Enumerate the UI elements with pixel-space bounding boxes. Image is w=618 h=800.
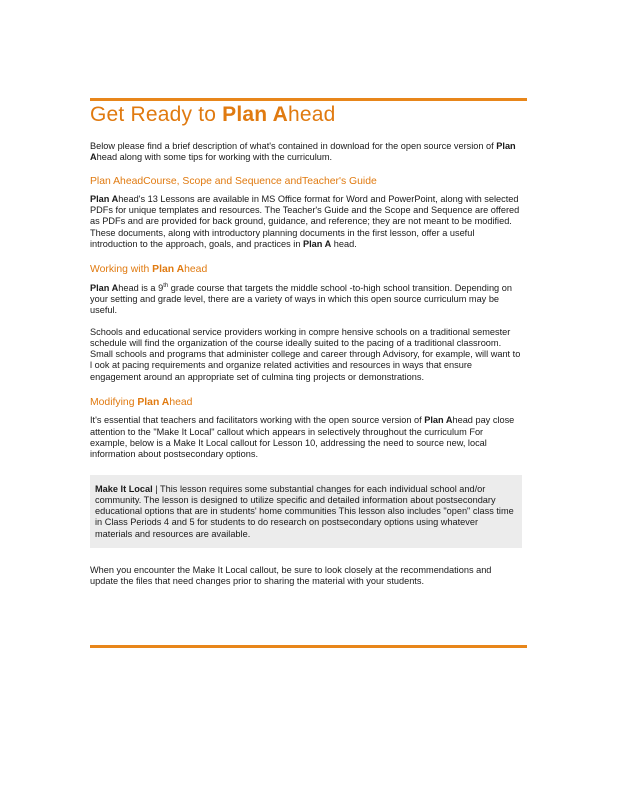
closing-paragraph: When you encounter the Make It Local callout, be sure to look closely at the recommendations and update the files that need changes prior to sharing the material with your students. bbox=[90, 565, 492, 587]
make-it-local-callout bbox=[90, 475, 522, 548]
course-paragraph: Plan Ahead's 13 Lessons are available in MS Office format for Word and PowerPoint, along with selected PDFs for unique templates and resources. The Teacher's Guide and the Scope and Sequence are offered as PDFs and are provided for back ground, guidance, and reference; they are not meant to be modified. These documents, along with introductory planning documents in the first lesson, offer a useful introduction to the approach, goals, and practices in Plan A head. bbox=[90, 193, 520, 250]
callout-text: | This lesson requires some substantial changes for each individual school and/or community. The lesson is designed to utilize specific and detailed information about postsecondary educational options that are in students' home communities This lesson also includes "open" class time in Class Periods 4 and 5 for students to do research on postsecondary options using whatever materials and resources are available. bbox=[95, 483, 514, 539]
document-body bbox=[90, 141, 522, 598]
page-title: Get Ready to Plan Ahead bbox=[90, 103, 336, 126]
working-paragraph-2: Schools and educational service providers working in compre hensive schools on a traditional semester schedule will find the organization of the course ideally suited to the pacing of a traditional classroom. Small schools and programs that administer college and career through Advisory, for example, will want to l ook at pacing requirements and organize related activities and resources in ways that ensure engagement around an appropriate set of culmina ting projects or demonstrations. bbox=[90, 326, 521, 382]
intro-paragraph: Below please find a brief description of what's contained in download for the open source version of Plan Ahead along with some tips for working with the curriculum. bbox=[90, 141, 516, 163]
section-heading-working: Working with Plan Ahead bbox=[90, 264, 208, 276]
callout-lead: Make It Local bbox=[95, 483, 153, 494]
section-heading-course: Plan AheadCourse, Scope and Sequence andTeacher's Guide bbox=[90, 175, 377, 187]
bottom-rule bbox=[90, 645, 527, 648]
section-heading-modifying: Modifying Plan Ahead bbox=[90, 397, 193, 409]
working-paragraph-1: Plan Ahead is a 9th grade course that targets the middle school -to-high school transition. Depending on your setting and grade level, there are a variety of ways in which this open source curriculum may be useful. bbox=[90, 282, 512, 316]
modifying-paragraph: It's essential that teachers and facilitators working with the open source version of Plan Ahead pay close attention to the "Make It Local" callout which appears in selectively throughout the curriculum For example, below is a Make It Local callout for Lesson 10, addressing the need to source new, local information about postsecondary options. bbox=[90, 415, 515, 460]
top-rule bbox=[90, 98, 527, 101]
